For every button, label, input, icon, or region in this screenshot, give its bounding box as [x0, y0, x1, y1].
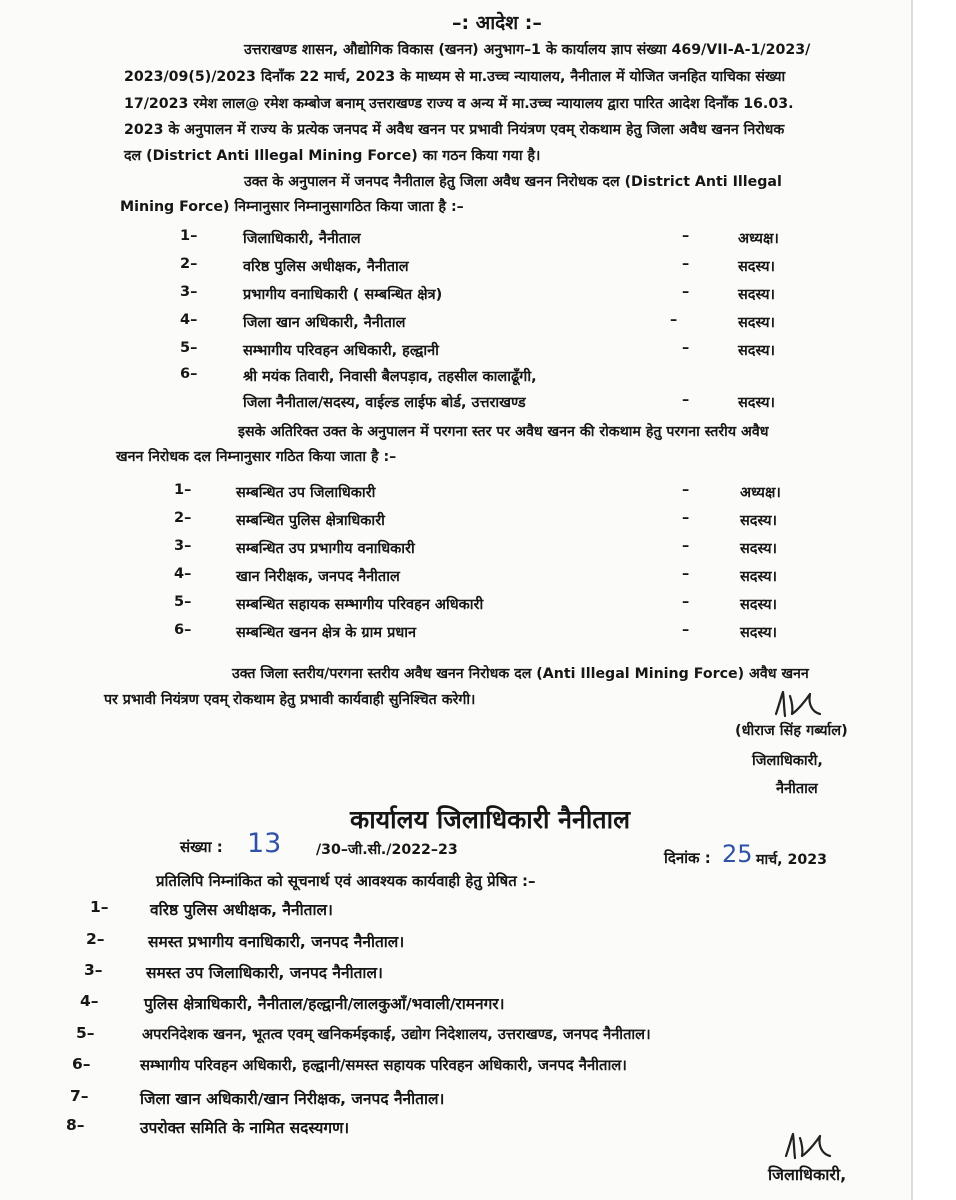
- member-role: सदस्य।: [738, 395, 776, 411]
- paragraph-line: खनन निरोधक दल निम्नानुसार गठित किया जाता है :–: [116, 449, 397, 465]
- item-number: 2–: [174, 510, 192, 526]
- copy-intro: प्रतिलिपि निम्नांकित को सूचनार्थ एवं आवश्यक कार्यवाही हेतु प्रेषित :–: [156, 872, 536, 890]
- item-number: 3–: [84, 961, 103, 979]
- member-name: जिलाधिकारी, नैनीताल: [243, 231, 361, 247]
- signatory-name: (धीराज सिंह गर्ब्याल): [735, 723, 848, 739]
- member-name: सम्बन्धित उप जिलाधिकारी: [236, 485, 376, 501]
- paragraph-line: उक्त के अनुपालन में जनपद नैनीताल हेतु जिला अवैध खनन निरोधक दल (District Anti Illegal: [244, 174, 782, 190]
- dash: –: [682, 256, 690, 272]
- paragraph-line: 2023/09(5)/2023 दिनाँक 22 मार्च, 2023 के माध्यम से मा.उच्च न्यायालय, नैनीताल में योजित जनहित याचिका संख्या: [124, 69, 786, 85]
- dash: –: [682, 566, 690, 582]
- item-number: 6–: [72, 1055, 91, 1073]
- paragraph-line: इसके अतिरिक्त उक्त के अनुपालन में परगना स्तर पर अवैध खनन की रोकथाम हेतु परगना स्तरीय अवैध: [238, 424, 769, 440]
- item-number: 1–: [90, 898, 109, 916]
- item-number: 2–: [180, 256, 198, 272]
- list-item: [0, 228, 912, 252]
- list-item: [0, 366, 912, 418]
- list-item: [0, 622, 912, 646]
- list-item: [0, 1055, 912, 1085]
- list-item: [0, 1116, 912, 1146]
- member-role: सदस्य।: [740, 513, 778, 529]
- item-number: 4–: [80, 992, 99, 1010]
- recipient-name: सम्भागीय परिवहन अधिकारी, हल्द्वानी/समस्त सहायक परिवहन अधिकारी, जनपद नैनीताल।: [140, 1057, 627, 1074]
- dash: –: [682, 392, 690, 408]
- handwritten-date-day: 25: [722, 840, 753, 868]
- number-label: संख्या :: [180, 838, 223, 856]
- handwritten-signature-mark: [770, 688, 830, 722]
- list-item: [0, 510, 912, 534]
- recipient-name: पुलिस क्षेत्राधिकारी, नैनीताल/हल्द्वानी/लालकुआँ/भवाली/रामनगर।: [144, 995, 505, 1013]
- member-name: सम्बन्धित उप प्रभागीय वनाधिकारी: [236, 541, 415, 557]
- member-name: सम्बन्धित सहायक सम्भागीय परिवहन अधिकारी: [236, 597, 484, 613]
- paragraph-line: उत्तराखण्ड शासन, औद्योगिक विकास (खनन) अनुभाग–1 के कार्यालय ज्ञाप संख्या 469/VII-A-1/2023/: [244, 42, 811, 58]
- handwritten-number: 13: [247, 828, 282, 859]
- dash: –: [682, 228, 690, 244]
- paragraph-line: उक्त जिला स्तरीय/परगना स्तरीय अवैध खनन निरोधक दल (Anti Illegal Mining Force) अवैध खनन: [232, 666, 809, 682]
- member-role: सदस्य।: [738, 259, 776, 275]
- signatory-place: नैनीताल: [776, 781, 818, 797]
- item-number: 2–: [86, 930, 105, 948]
- member-name: सम्बन्धित पुलिस क्षेत्राधिकारी: [236, 513, 385, 529]
- date-label: दिनांक :: [664, 849, 711, 867]
- item-number: 3–: [174, 538, 192, 554]
- item-number: 4–: [180, 312, 198, 328]
- item-number: 3–: [180, 284, 198, 300]
- list-item: [0, 538, 912, 562]
- page-margin: [912, 0, 956, 1200]
- member-name: वरिष्ठ पुलिस अधीक्षक, नैनीताल: [243, 259, 409, 275]
- item-number: 5–: [174, 594, 192, 610]
- item-number: 5–: [76, 1024, 95, 1042]
- list-item: [0, 256, 912, 280]
- list-item: [0, 930, 912, 960]
- list-item: [0, 312, 912, 336]
- recipient-name: समस्त उप जिलाधिकारी, जनपद नैनीताल।: [146, 964, 383, 982]
- recipient-name: अपरनिदेशक खनन, भूतत्व एवम् खनिकर्मइकाई, उद्योग निदेशालय, उत्तराखण्ड, जनपद नैनीताल।: [142, 1026, 651, 1043]
- signatory-designation: जिलाधिकारी,: [768, 1165, 847, 1184]
- paragraph-line: 2023 के अनुपालन में राज्य के प्रत्येक जनपद में अवैध खनन पर प्रभावी नियंत्रण एवम् रोकथाम हेतु जिला अवैध खनन निरोधक: [124, 122, 785, 138]
- paragraph-line: दल (District Anti Illegal Mining Force) का गठन किया गया है।: [124, 148, 541, 164]
- member-role: सदस्य।: [738, 315, 776, 331]
- dash: –: [682, 622, 690, 638]
- list-item: [0, 992, 912, 1022]
- item-number: 7–: [70, 1087, 89, 1105]
- member-name-continued: जिला नैनीताल/सदस्य, वाईल्ड लाईफ बोर्ड, उत्तराखण्ड: [243, 395, 526, 411]
- item-number: 4–: [174, 566, 192, 582]
- dash: –: [682, 538, 690, 554]
- member-role: सदस्य।: [738, 343, 776, 359]
- item-number: 1–: [180, 228, 198, 244]
- member-name: प्रभागीय वनाधिकारी ( सम्बन्धित क्षेत्र): [243, 287, 443, 303]
- date-month-year: मार्च, 2023: [756, 852, 827, 868]
- office-title: कार्यालय जिलाधिकारी नैनीताल: [350, 805, 631, 834]
- dash: –: [682, 482, 690, 498]
- item-number: 6–: [180, 366, 198, 382]
- item-number: 6–: [174, 622, 192, 638]
- member-name: सम्बन्धित खनन क्षेत्र के ग्राम प्रधान: [236, 625, 417, 641]
- member-role: सदस्य।: [740, 625, 778, 641]
- signatory-designation: जिलाधिकारी,: [752, 753, 823, 769]
- item-number: 1–: [174, 482, 192, 498]
- item-number: 8–: [66, 1116, 85, 1134]
- recipient-name: जिला खान अधिकारी/खान निरीक्षक, जनपद नैनीताल।: [140, 1090, 445, 1108]
- list-item: [0, 566, 912, 590]
- member-role: सदस्य।: [738, 287, 776, 303]
- list-item: [0, 961, 912, 991]
- list-item: [0, 594, 912, 618]
- paragraph-line: 17/2023 रमेश लाल@ रमेश कम्बोज बनाम् उत्तराखण्ड राज्य व अन्य में मा.उच्च न्यायालय द्वारा पारित आदेश दिनाँक 16.03.: [124, 96, 794, 112]
- recipient-name: उपरोक्त समिति के नामित सदस्यगण।: [140, 1119, 350, 1137]
- member-role: सदस्य।: [740, 597, 778, 613]
- recipient-name: वरिष्ठ पुलिस अधीक्षक, नैनीताल।: [150, 901, 333, 919]
- member-role: अध्यक्ष।: [738, 231, 779, 247]
- list-item: [0, 340, 912, 364]
- member-role: सदस्य।: [740, 569, 778, 585]
- dash: –: [682, 510, 690, 526]
- paragraph-line: Mining Force) निम्नानुसार निम्नानुसागठित किया जाता है :–: [120, 199, 464, 215]
- list-item: [0, 482, 912, 506]
- dash: –: [682, 594, 690, 610]
- dash: –: [682, 284, 690, 300]
- member-name: जिला खान अधिकारी, नैनीताल: [243, 315, 406, 331]
- list-item: [0, 284, 912, 308]
- member-name: सम्भागीय परिवहन अधिकारी, हल्द्वानी: [243, 343, 439, 359]
- item-number: 5–: [180, 340, 198, 356]
- order-heading: –: आदेश :–: [452, 12, 542, 34]
- member-role: सदस्य।: [740, 541, 778, 557]
- member-name: श्री मयंक तिवारी, निवासी बैलपड़ाव, तहसील कालाढूँगी,: [243, 369, 537, 385]
- member-role: अध्यक्ष।: [740, 485, 781, 501]
- list-item: [0, 1087, 912, 1117]
- reference-number: /30–जी.सी./2022–23: [316, 842, 458, 858]
- handwritten-signature-mark: [780, 1130, 840, 1164]
- list-item: [0, 898, 912, 928]
- paragraph-line: पर प्रभावी नियंत्रण एवम् रोकथाम हेतु प्रभावी कार्यवाही सुनिश्चित करेगी।: [104, 692, 476, 708]
- dash: –: [682, 340, 690, 356]
- dash: –: [670, 312, 678, 328]
- member-name: खान निरीक्षक, जनपद नैनीताल: [236, 569, 400, 585]
- list-item: [0, 1024, 912, 1054]
- recipient-name: समस्त प्रभागीय वनाधिकारी, जनपद नैनीताल।: [148, 933, 405, 951]
